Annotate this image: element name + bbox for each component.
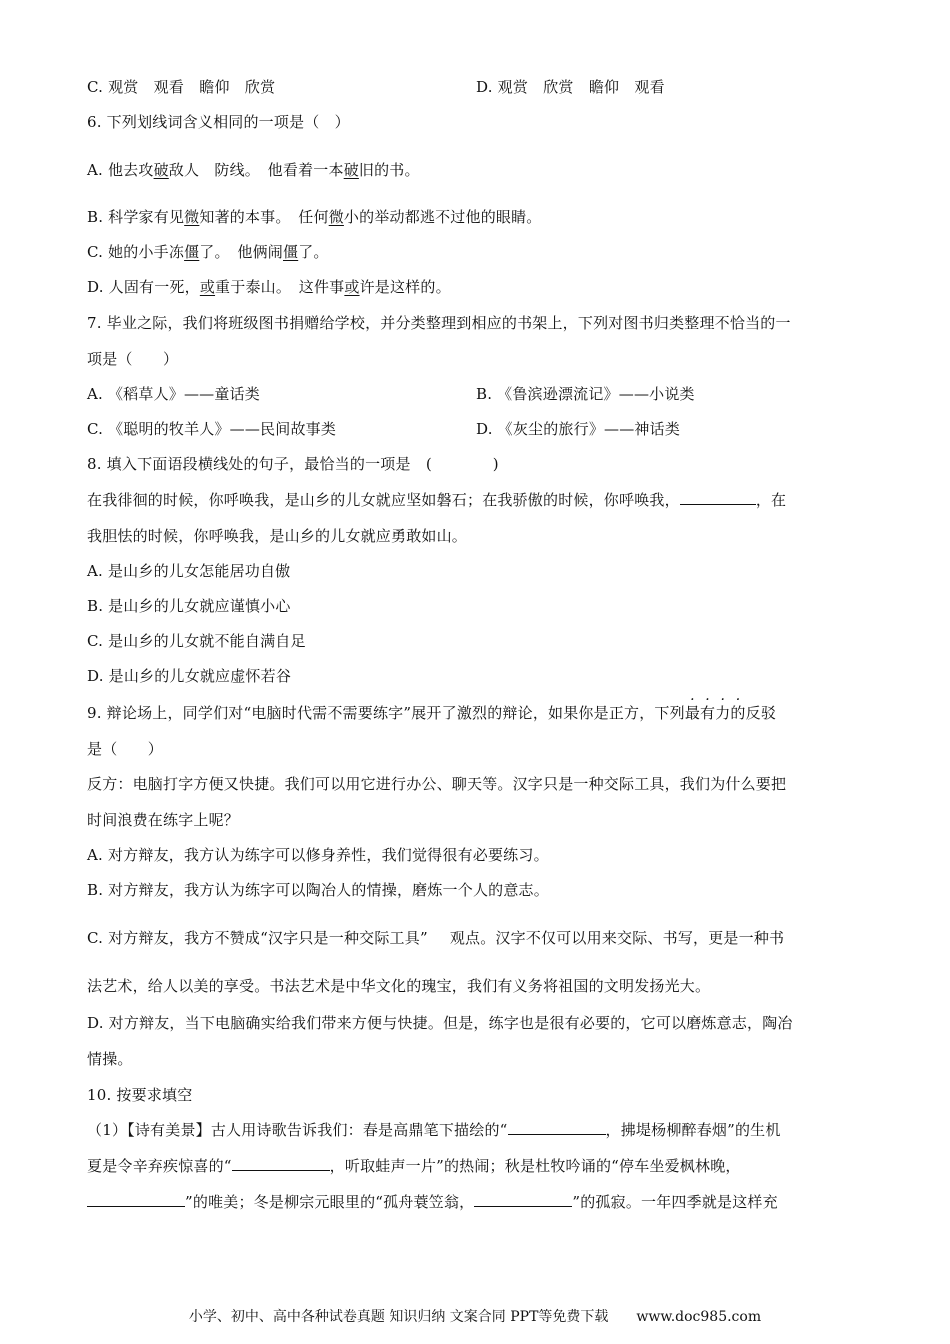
underlined-word: 僵 (184, 243, 200, 261)
q8-passage-line1: 在我徘徊的时候，你呼唤我，是山乡的儿女就应坚如磐石；在我骄傲的时候，你呼唤我， ，在 (87, 491, 787, 509)
underlined-word: 或 (344, 278, 360, 296)
q6-option-c: C. 她的小手冻僵了。 他俩闹僵了。 (87, 243, 329, 261)
fill-blank (87, 1192, 185, 1207)
q7-option-a: A. 《稻草人》——童话类 (87, 385, 260, 403)
q10-line3: ”的唯美；冬是柳宗元眼里的“孤舟蓑笠翁， ”的孤寂。一年四季就是这样充 (87, 1192, 778, 1212)
underlined-word: 微 (184, 208, 200, 226)
underlined-word: 僵 (283, 243, 299, 261)
underlined-word: 微 (328, 208, 344, 226)
q9-option-d-line2: 情操。 (87, 1050, 133, 1068)
q6-option-a: A. 他去攻破敌人 防线。 他看着一本破旧的书。 (87, 161, 420, 179)
q9-option-a: A. 对方辩友，我方认为练字可以修身养性，我们觉得很有必要练习。 (87, 846, 549, 864)
fill-blank (680, 490, 756, 505)
emphasis-dotted-text: · · · · 最有力的 (684, 692, 746, 722)
q9-opposition-line1: 反方：电脑打字方便又快捷。我们可以用它进行办公、聊天等。汉字只是一种交际工具，我们为什么要把 (87, 775, 787, 793)
q9-option-c-line2: 法艺术，给人以美的享受。书法艺术是中华文化的瑰宝，我们有义务将祖国的文明发扬光大。 (87, 977, 711, 995)
q9-stem-line1: 9. 辩论场上，同学们对“电脑时代需不需要练字”展开了激烈的辩论，如果你是正方，下列 · · · · 最有力的反驳 (87, 692, 777, 722)
q7-option-b: B. 《鲁滨逊漂流记》——小说类 (476, 385, 695, 403)
underlined-word: 或 (199, 278, 216, 296)
q8-option-b: B. 是山乡的儿女就应谨慎小心 (87, 597, 291, 615)
q9-option-d-line1: D. 对方辩友，当下电脑确实给我们带来方便与快捷。但是，练字也是很有必要的，它可以磨炼意志，陶冶 (87, 1014, 793, 1032)
q5-option-c: C. 观赏 观看 瞻仰 欣赏 (87, 78, 276, 96)
q7-option-c: C. 《聪明的牧羊人》——民间故事类 (87, 420, 337, 438)
q7-stem-line1: 7. 毕业之际，我们将班级图书捐赠给学校，并分类整理到相应的书架上，下列对图书归类整理不恰当的一 (87, 314, 791, 332)
q10-line2: 夏是令辛弃疾惊喜的“ ，听取蛙声一片”的热闹；秋是杜牧吟诵的“停车坐爱枫林晚， (87, 1157, 741, 1175)
q5-option-d: D. 观赏 欣赏 瞻仰 观看 (476, 78, 665, 96)
q7-stem-line2: 项是（ ） (87, 350, 179, 368)
underlined-word: 破 (153, 161, 169, 179)
q8-stem: 8. 填入下面语段横线处的句子，最恰当的一项是 ( ) (87, 455, 499, 473)
q10-stem: 10. 按要求填空 (87, 1086, 193, 1104)
fill-blank (232, 1156, 330, 1171)
q9-stem-line2: 是（ ） (87, 740, 164, 758)
q6-option-d: D. 人固有一死，或重于泰山。 这件事或许是这样的。 (87, 278, 451, 296)
q6-option-b: B. 科学家有见微知著的本事。 任何微小的举动都逃不过他的眼睛。 (87, 208, 542, 226)
q8-option-c: C. 是山乡的儿女就不能自满自足 (87, 632, 306, 650)
q7-option-d: D. 《灰尘的旅行》——神话类 (476, 420, 681, 438)
q9-opposition-line2: 时间浪费在练字上呢？ (87, 811, 240, 829)
q8-option-d: D. 是山乡的儿女就应虚怀若谷 (87, 667, 292, 685)
q8-option-a: A. 是山乡的儿女怎能居功自傲 (87, 562, 291, 580)
q10-line1: （1）【诗有美景】古人用诗歌告诉我们：春是高鼎笔下描绘的“ ，拂堤杨柳醉春烟”的生机 (87, 1121, 781, 1139)
fill-blank (508, 1120, 606, 1135)
emphasis-dots: · · · · (690, 692, 741, 708)
q9-option-b: B. 对方辩友，我方认为练字可以陶冶人的情操，磨炼一个人的意志。 (87, 881, 549, 899)
fill-blank (474, 1192, 572, 1207)
underlined-word: 破 (343, 161, 359, 179)
page-footer: 小学、初中、高中各种试卷真题 知识归纳 文案合同 PPT等免费下载 www.doc985.com (188, 1309, 762, 1325)
q6-stem: 6. 下列划线词含义相同的一项是（ ） (87, 113, 350, 131)
q8-passage-line2: 我胆怯的时候，你呼唤我，是山乡的儿女就应勇敢如山。 (87, 527, 468, 545)
q9-option-c-line1: C. 对方辩友，我方不赞成“汉字只是一种交际工具” 观点。汉字不仅可以用来交际、书写，更是一种书 (87, 929, 785, 947)
